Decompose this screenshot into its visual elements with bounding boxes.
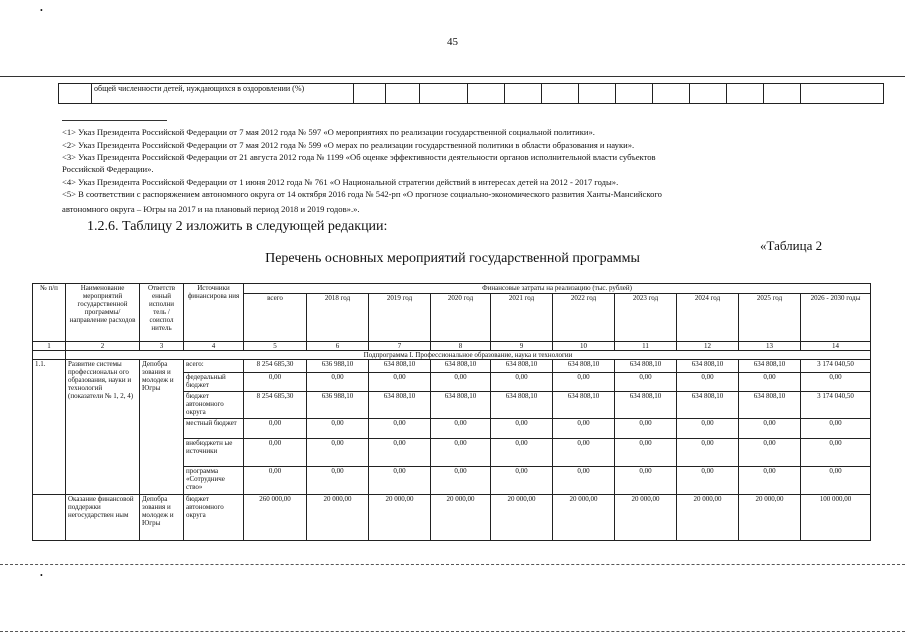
source-label: бюджет автономного округа — [184, 392, 244, 419]
value-cell: 0,00 — [677, 467, 739, 495]
col-number: 1 — [33, 342, 66, 351]
value-cell: 0,00 — [739, 467, 801, 495]
value-cell: 0,00 — [801, 439, 871, 467]
value-cell: 0,00 — [677, 373, 739, 392]
page-edge-line — [0, 631, 905, 632]
value-cell: 20 000,00 — [553, 495, 615, 541]
section-heading: 1.2.6. Таблицу 2 изложить в следующей редакции: — [87, 219, 388, 234]
footnote-4: <4> Указ Президента Российской Федерации от 1 июня 2012 года № 761 «О Национальной стратегии действий в интересах детей на 2012 - 2017 годы». — [62, 177, 619, 187]
top-table-cell: общей численности детей, нуждающихся в оздоровлении (%) — [92, 84, 354, 104]
value-cell: 0,00 — [615, 467, 677, 495]
col-number: 5 — [244, 342, 307, 351]
table-row — [33, 360, 871, 373]
col-number: 7 — [369, 342, 431, 351]
value-cell: 0,00 — [369, 419, 431, 439]
value-cell: 634 808,10 — [739, 392, 801, 419]
source-label: бюджет автономного округа — [184, 495, 244, 541]
col-number: 14 — [801, 342, 871, 351]
value-cell: 634 808,10 — [553, 392, 615, 419]
value-cell: 0,00 — [801, 419, 871, 439]
value-cell: 0,00 — [244, 373, 307, 392]
page-bottom-line — [0, 564, 905, 565]
value-cell: 0,00 — [491, 439, 553, 467]
col-number: 4 — [184, 342, 244, 351]
value-cell: 634 808,10 — [677, 392, 739, 419]
source-label: внебюджетн ые источники — [184, 439, 244, 467]
value-cell: 20 000,00 — [739, 495, 801, 541]
value-cell: 0,00 — [491, 467, 553, 495]
row-responsible: Депобра зования и молодеж и Югры — [140, 495, 184, 541]
value-cell: 0,00 — [739, 439, 801, 467]
col-number: 2 — [66, 342, 140, 351]
value-cell: 0,00 — [244, 467, 307, 495]
table-label: «Таблица 2 — [760, 238, 823, 253]
value-cell: 3 174 040,50 — [801, 360, 871, 373]
col-number: 10 — [553, 342, 615, 351]
value-cell: 0,00 — [431, 439, 491, 467]
footnote-5: <5> В соответствии с распоряжением автономного округа от 14 октября 2016 года № 542-рп «О прогнозе социально-экономического развития Ханты-Мансийского — [62, 189, 662, 199]
header-year: 2018 год — [307, 294, 369, 342]
value-cell: 634 808,10 — [553, 360, 615, 373]
main-table — [32, 283, 871, 541]
value-cell: 20 000,00 — [677, 495, 739, 541]
header-year: 2025 год — [739, 294, 801, 342]
scan-mark: • — [40, 6, 43, 15]
value-cell: 8 254 685,30 — [244, 360, 307, 373]
value-cell: 0,00 — [491, 373, 553, 392]
value-cell: 634 808,10 — [431, 360, 491, 373]
source-label: программа «Сотрудниче ство» — [184, 467, 244, 495]
header-costs: Финансовые затраты на реализацию (тыс. рублей) — [244, 284, 871, 294]
value-cell: 0,00 — [369, 467, 431, 495]
subprogram-title: Подпрограмма I. Профессиональное образование, наука и технологии — [66, 351, 871, 360]
footnote-separator — [62, 120, 167, 121]
value-cell: 634 808,10 — [491, 360, 553, 373]
separator-line — [0, 76, 905, 77]
value-cell: 0,00 — [615, 419, 677, 439]
value-cell: 260 000,00 — [244, 495, 307, 541]
value-cell: 0,00 — [369, 439, 431, 467]
col-number: 13 — [739, 342, 801, 351]
value-cell: 0,00 — [677, 419, 739, 439]
header-year: 2023 год — [615, 294, 677, 342]
value-cell: 0,00 — [431, 467, 491, 495]
footnote-3: <3> Указ Президента Российской Федерации от 21 августа 2012 года № 1199 «Об оценке эффективности деятельности органов исполнительной власти субъектов — [62, 152, 656, 162]
value-cell: 100 000,00 — [801, 495, 871, 541]
top-table — [58, 83, 884, 104]
header-responsible: Ответств енный исполни тель / соиспол нитель — [140, 284, 184, 342]
value-cell: 0,00 — [553, 439, 615, 467]
value-cell: 0,00 — [553, 419, 615, 439]
header-year: всего — [244, 294, 307, 342]
header-year: 2022 год — [553, 294, 615, 342]
value-cell: 634 808,10 — [431, 392, 491, 419]
col-number: 12 — [677, 342, 739, 351]
header-year: 2021 год — [491, 294, 553, 342]
value-cell: 634 808,10 — [739, 360, 801, 373]
value-cell: 0,00 — [431, 373, 491, 392]
col-number: 8 — [431, 342, 491, 351]
row-responsible: Депобра зования и молодеж и Югры — [140, 360, 184, 495]
value-cell: 634 808,10 — [677, 360, 739, 373]
header-source: Источники финансирова ния — [184, 284, 244, 342]
value-cell: 0,00 — [244, 419, 307, 439]
row-number: 1.1. — [33, 360, 66, 495]
col-number: 3 — [140, 342, 184, 351]
value-cell: 0,00 — [369, 373, 431, 392]
value-cell: 0,00 — [307, 373, 369, 392]
value-cell: 0,00 — [491, 419, 553, 439]
value-cell: 0,00 — [739, 373, 801, 392]
value-cell: 636 988,10 — [307, 392, 369, 419]
footnote-2: <2> Указ Президента Российской Федерации от 7 мая 2012 года № 599 «О мерах по реализации государственной политики в области образования и науки». — [62, 140, 635, 150]
value-cell: 0,00 — [801, 467, 871, 495]
header-year: 2020 год — [431, 294, 491, 342]
value-cell: 0,00 — [307, 467, 369, 495]
value-cell: 634 808,10 — [615, 360, 677, 373]
footnote-5-cont: автономного округа – Югры на 2017 и на плановый период 2018 и 2019 годов».». — [62, 204, 360, 214]
value-cell: 0,00 — [307, 419, 369, 439]
header-year: 2026 - 2030 годы — [801, 294, 871, 342]
value-cell: 0,00 — [244, 439, 307, 467]
value-cell: 0,00 — [615, 373, 677, 392]
table-row — [33, 495, 871, 541]
row-name: Развитие системы профессиональн ого образования, науки и технологий (показатели № 1, 2, 4) — [66, 360, 140, 495]
col-number: 11 — [615, 342, 677, 351]
value-cell: 0,00 — [553, 467, 615, 495]
header-name: Наименование мероприятий государственной программы/ направление расходов — [66, 284, 140, 342]
footnote-1: <1> Указ Президента Российской Федерации от 7 мая 2012 года № 597 «О мероприятиях по реализации государственной социальной политики». — [62, 127, 595, 137]
source-label: местный бюджет — [184, 419, 244, 439]
value-cell: 634 808,10 — [491, 392, 553, 419]
value-cell: 634 808,10 — [369, 360, 431, 373]
source-label: всего: — [184, 360, 244, 373]
header-year: 2019 год — [369, 294, 431, 342]
value-cell: 3 174 040,50 — [801, 392, 871, 419]
header-year: 2024 год — [677, 294, 739, 342]
col-number: 9 — [491, 342, 553, 351]
value-cell: 634 808,10 — [369, 392, 431, 419]
value-cell: 20 000,00 — [369, 495, 431, 541]
value-cell: 20 000,00 — [431, 495, 491, 541]
footnote-3-cont: Российской Федерации». — [62, 164, 154, 174]
value-cell: 0,00 — [677, 439, 739, 467]
value-cell: 8 254 685,30 — [244, 392, 307, 419]
value-cell: 20 000,00 — [307, 495, 369, 541]
value-cell: 0,00 — [553, 373, 615, 392]
value-cell: 0,00 — [431, 419, 491, 439]
table-title: Перечень основных мероприятий государственной программы — [265, 251, 640, 266]
page-number: 45 — [447, 36, 458, 48]
value-cell: 0,00 — [615, 439, 677, 467]
row-name: Оказание финансовой поддержки негосударствен ным — [66, 495, 140, 541]
value-cell: 0,00 — [739, 419, 801, 439]
value-cell: 0,00 — [801, 373, 871, 392]
source-label: федеральный бюджет — [184, 373, 244, 392]
value-cell: 0,00 — [307, 439, 369, 467]
scan-mark: • — [40, 571, 43, 580]
column-number-row — [33, 342, 871, 351]
value-cell: 20 000,00 — [491, 495, 553, 541]
value-cell: 636 988,10 — [307, 360, 369, 373]
header-num: № п/п — [33, 284, 66, 342]
value-cell: 20 000,00 — [615, 495, 677, 541]
value-cell: 634 808,10 — [615, 392, 677, 419]
col-number: 6 — [307, 342, 369, 351]
